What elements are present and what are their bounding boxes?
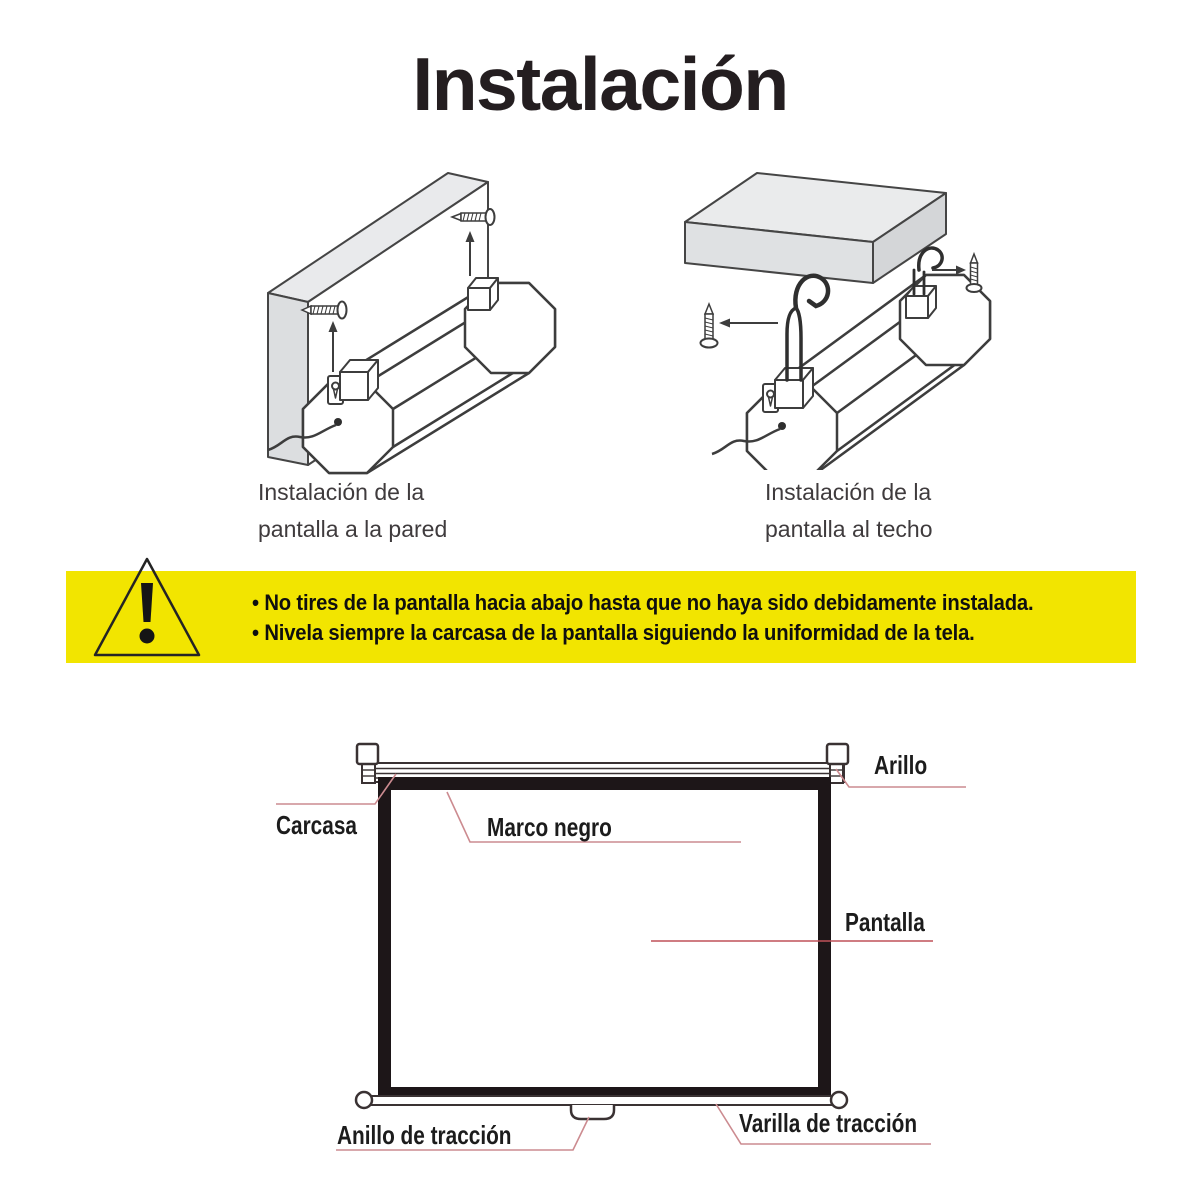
rail-end-bracket-left: [357, 744, 378, 783]
carcasa-label: Carcasa: [276, 810, 357, 840]
page-title: Instalación: [412, 42, 788, 126]
ceiling-caption-line1: Instalación de la: [765, 479, 932, 505]
varilla-de-traccion-label: Varilla de tracción: [739, 1108, 918, 1138]
arillo-label: Arillo: [874, 750, 928, 780]
warning-bullet-2: • Nivela siempre la carcasa de la pantalla siguiendo la uniformidad de la tela.: [252, 619, 975, 645]
anillo-de-traccion-label: Anillo de tracción: [337, 1120, 512, 1150]
wall-caption-line1: Instalación de la: [258, 479, 425, 505]
pantalla-label: Pantalla: [845, 907, 925, 937]
bullet-dot: •: [252, 590, 259, 615]
bullet-dot: •: [252, 619, 259, 645]
wall-caption-line2: pantalla a la pared: [258, 516, 448, 542]
pull-ring: [571, 1105, 614, 1119]
ceiling-caption-line2: pantalla al techo: [765, 516, 933, 542]
warning-bullet-1: • No tires de la pantalla hacia abajo hasta que no haya sido debidamente instalada.: [252, 590, 1034, 615]
marco-negro-label: Marco negro: [487, 812, 612, 842]
